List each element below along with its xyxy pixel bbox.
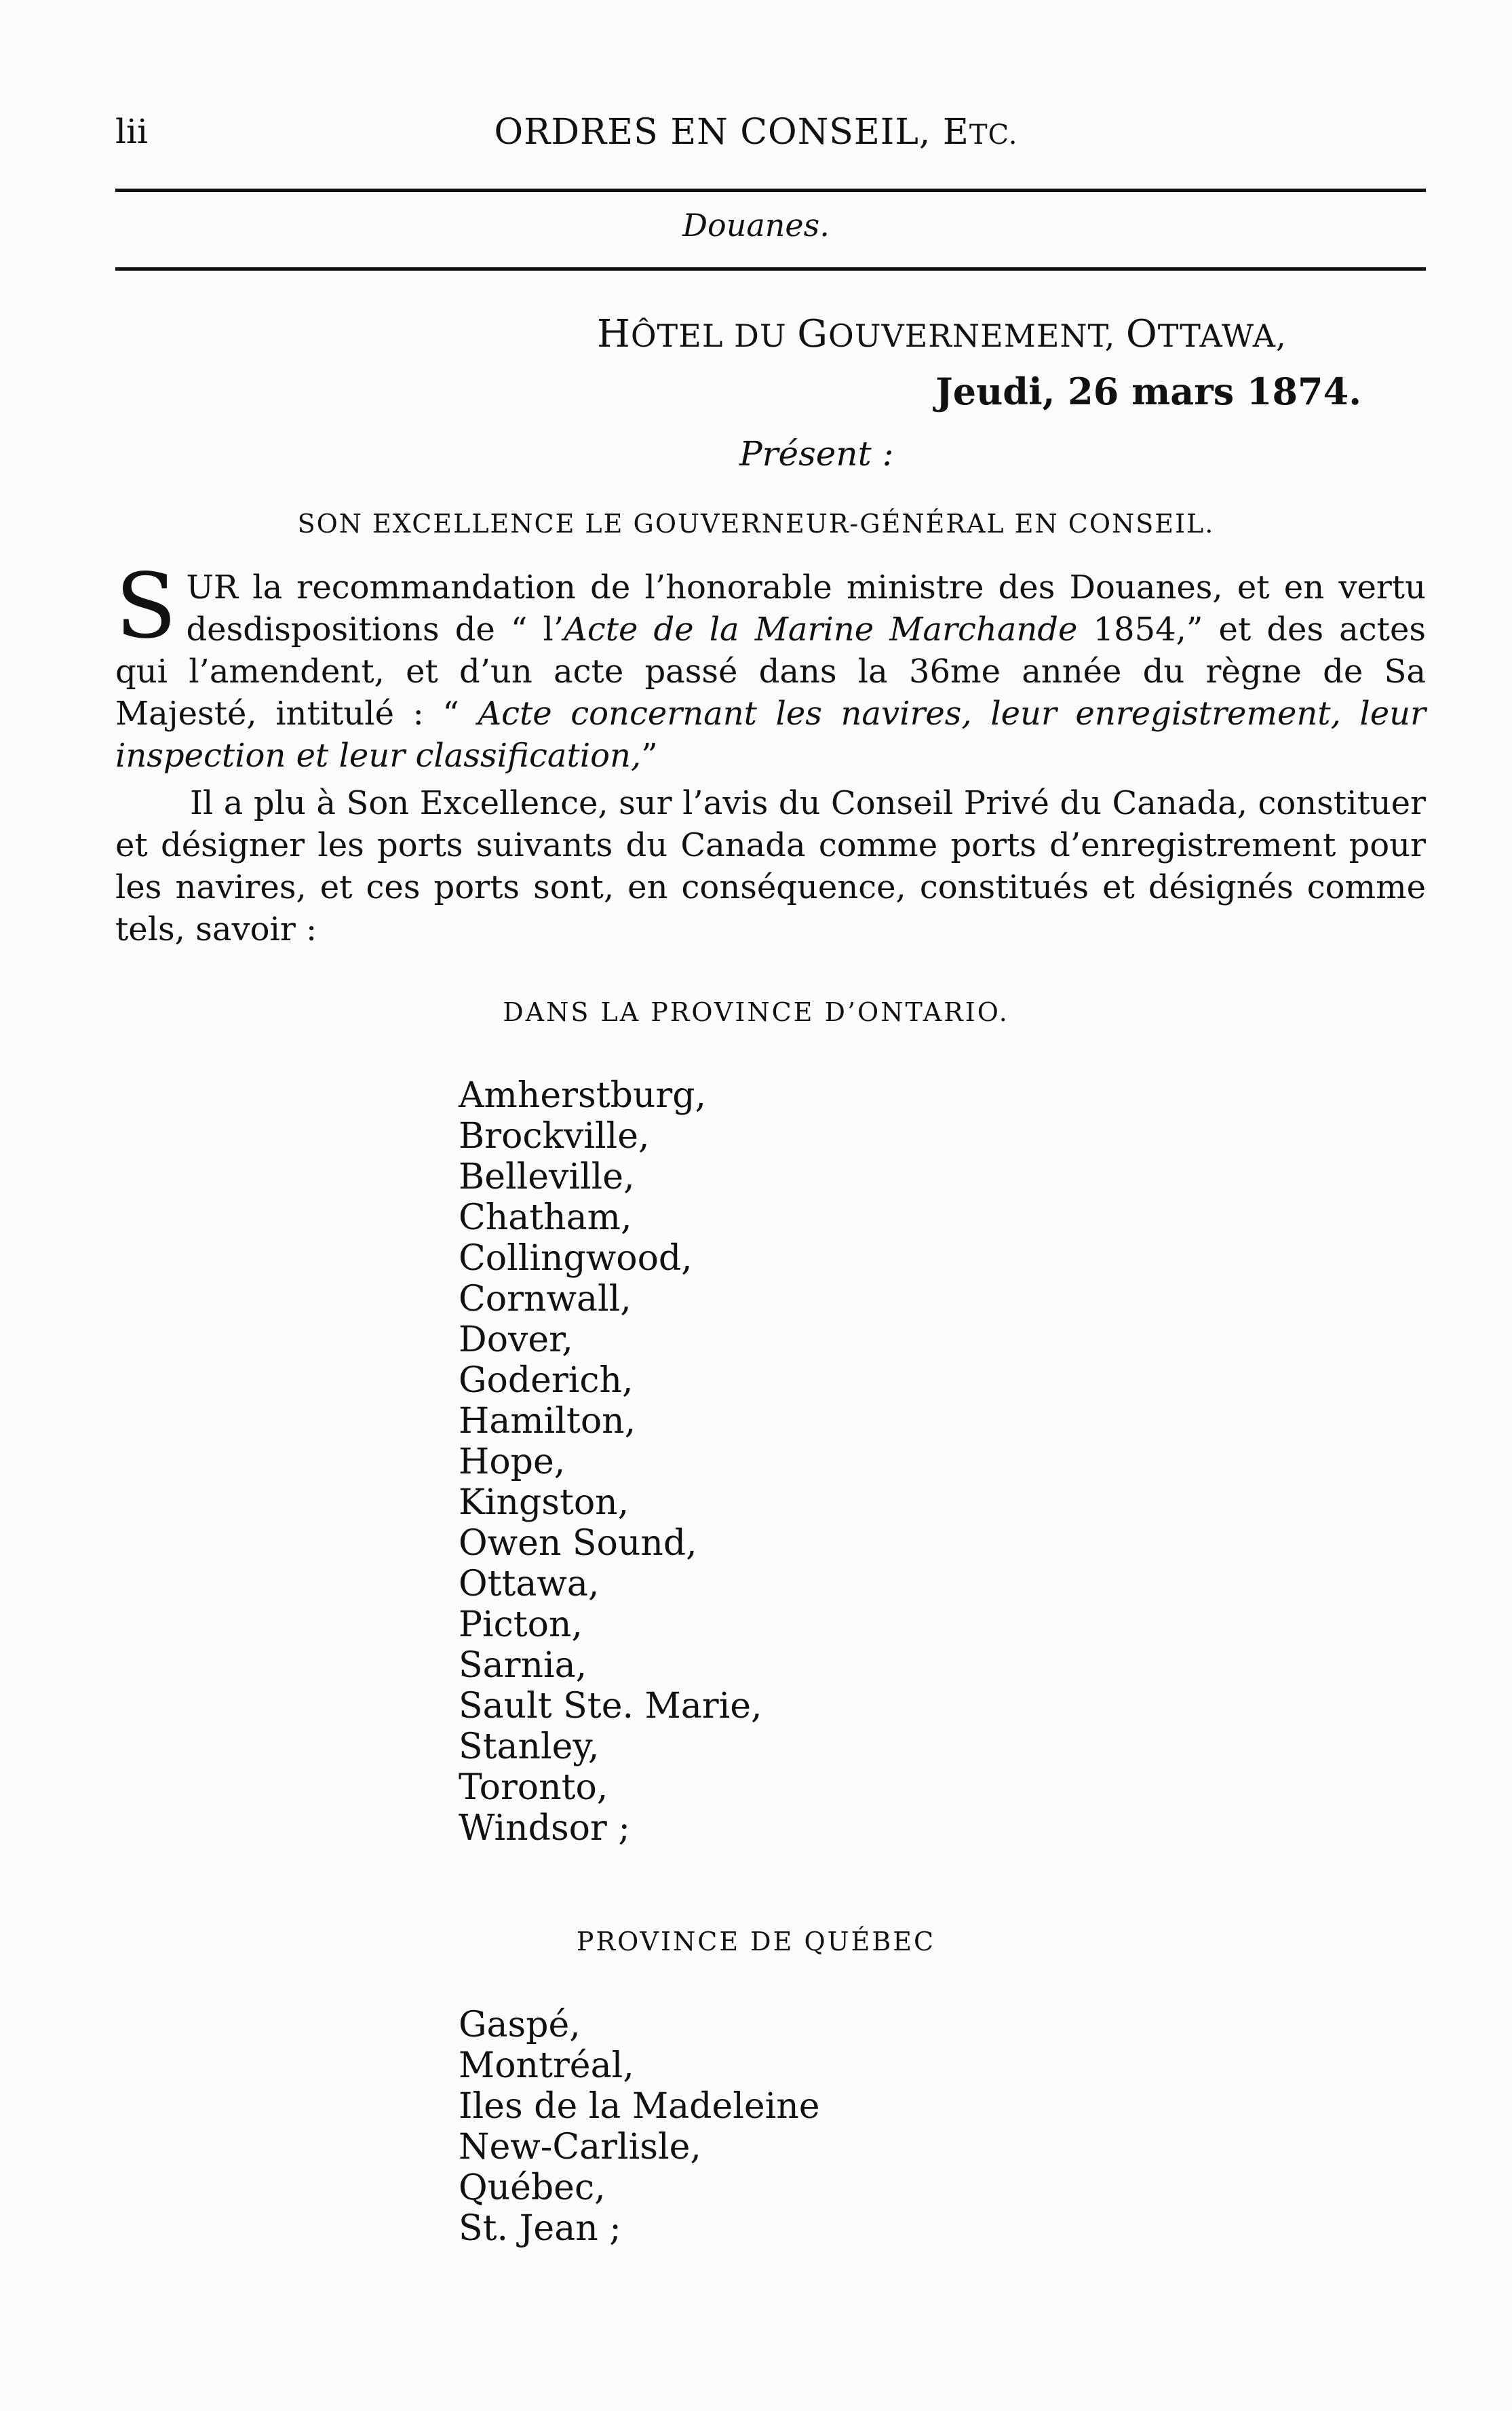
list-item: St. Jean ; — [459, 2208, 621, 2249]
drop-cap: S — [115, 554, 177, 659]
list-item: Sarnia, — [459, 1645, 587, 1686]
list-item: Cornwall, — [459, 1279, 632, 1319]
list-item: Goderich, — [459, 1360, 634, 1401]
quebec-ports-list — [459, 2005, 820, 2249]
list-item: Brockville, — [459, 1116, 650, 1157]
date-line: Jeudi, 26 mars 1874. — [935, 370, 1361, 413]
list-item: New-Carlisle, — [459, 2127, 701, 2167]
list-item: Owen Sound, — [459, 1523, 697, 1564]
list-item: Belleville, — [459, 1157, 635, 1197]
page-number: lii — [115, 112, 148, 151]
list-item: Chatham, — [459, 1197, 632, 1238]
list-item: Gaspé, — [459, 2005, 581, 2045]
list-item: Montréal, — [459, 2045, 634, 2086]
list-item: Ottawa, — [459, 1564, 600, 1604]
list-item: Iles de la Madeleine — [459, 2086, 820, 2127]
list-item: Dover, — [459, 1319, 573, 1360]
list-item: Sault Ste. Marie, — [459, 1686, 762, 1727]
place-line: HÔTEL DU GOUVERNEMENT, OTTAWA, — [597, 312, 1287, 356]
council-line: SON EXCELLENCE LE GOUVERNEUR-GÉNÉRAL EN CONSEIL. — [297, 509, 1215, 539]
order-paragraph: Il a plu à Son Excellence, sur l’avis du Conseil Privé du Canada, constituer et désigner les ports suivants du Canada comme ports d’enregistrement pour les navires, et ces ports sont, en conséquence, constitués et désignés comme tels, savoir : — [115, 784, 1426, 948]
list-item: Hope, — [459, 1442, 566, 1482]
ontario-ports-list — [459, 1075, 762, 1849]
list-item: Windsor ; — [459, 1808, 630, 1849]
list-item: Hamilton, — [459, 1401, 636, 1442]
list-item: Picton, — [459, 1604, 583, 1645]
header-rule-bottom — [115, 267, 1426, 271]
list-item: Collingwood, — [459, 1238, 693, 1279]
list-item: Kingston, — [459, 1482, 629, 1523]
present-label: Présent : — [739, 434, 894, 474]
list-item: Amherstburg, — [459, 1075, 707, 1116]
page-header — [115, 112, 1397, 159]
list-item: Toronto, — [459, 1767, 608, 1808]
section-title: Douanes. — [682, 207, 830, 244]
running-title: ORDRES EN CONSEIL, ETC. — [494, 112, 1018, 153]
quebec-heading: PROVINCE DE QUÉBEC — [576, 1927, 936, 1956]
header-rule-top — [115, 189, 1426, 192]
recital-paragraph: SUR la recommandation de l’honorable ministre des Douanes, et en vertu desdispositions de “ l’Acte de la Marine Marchande 1854,” et des actes qui l’amendent, et d’un acte passé dans la 36me année du règne de Sa Majesté, intitulé : “ Acte concernant les navires, leur enregistrement, leur inspection et leur classification,” — [115, 554, 1427, 775]
ontario-heading: DANS LA PROVINCE D’ONTARIO. — [503, 997, 1009, 1027]
list-item: Stanley, — [459, 1727, 600, 1767]
body-text — [115, 554, 1427, 950]
list-item: Québec, — [459, 2167, 606, 2208]
